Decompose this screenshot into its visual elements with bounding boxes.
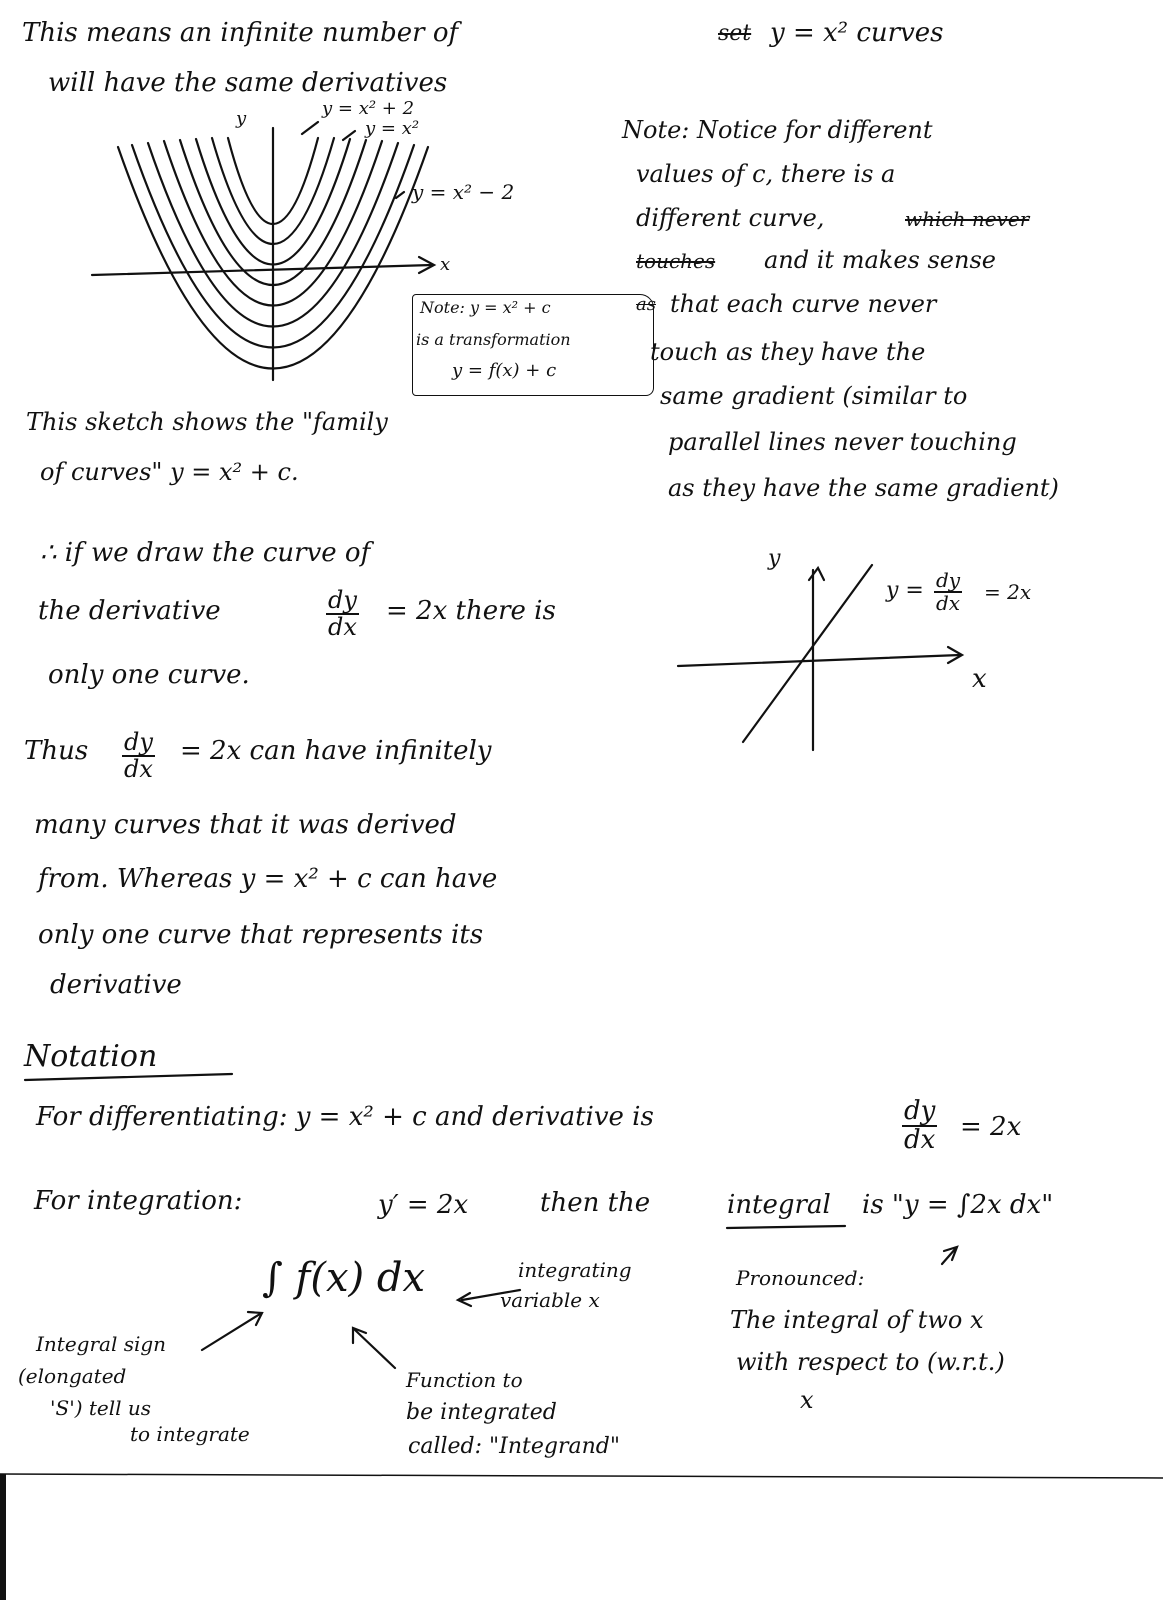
notation-underline: [25, 1074, 232, 1080]
pronounced-line-2: The integral of two x: [730, 1306, 984, 1334]
side-note-line-8: parallel lines never touching: [668, 428, 1017, 456]
opening-line-2: will have the same derivatives: [48, 68, 448, 98]
para2-line-2: many curves that it was derived: [34, 810, 457, 840]
opening-line-1: This means an infinite number of: [22, 18, 459, 48]
notation-diff-fraction: [902, 1098, 937, 1155]
integral-sign-line-1: Integral sign: [36, 1332, 167, 1356]
pronounced-line-3: with respect to (w.r.t.): [736, 1348, 1005, 1376]
opening-line-1-equation: y = x² curves: [770, 18, 944, 48]
side-note-line-3: different curve,: [636, 204, 825, 232]
side-note-line-7: same gradient (similar to: [660, 382, 968, 410]
gradient-line: [743, 565, 872, 742]
fraction-numerator: dy: [328, 586, 357, 614]
side-note-line-6: touch as they have the: [650, 338, 926, 366]
integral-sign-line-2: (elongated: [18, 1364, 127, 1388]
box-note-line-3: y = f(x) + c: [452, 360, 557, 381]
fraction-numerator: dy: [124, 728, 153, 756]
integrand-line-1: Function to: [406, 1368, 523, 1392]
integrand-line-3: called: "Integrand": [408, 1434, 620, 1459]
struck-word: set: [718, 21, 752, 46]
curve-label-mid: y = x²: [365, 118, 420, 139]
integrating-variable-line-2: variable x: [500, 1288, 600, 1312]
side-note-line-4: and it makes sense: [764, 246, 996, 274]
integral-sign-line-3: 'S') tell us: [50, 1396, 152, 1420]
fraction-numerator: dy: [904, 1096, 936, 1126]
para2-derivative-fraction: [122, 730, 155, 782]
side-note-struck-2: touches: [636, 249, 716, 273]
sketch1-x-label: x: [440, 254, 451, 275]
notation-heading: Notation: [24, 1039, 158, 1074]
para2-line-1b: = 2x can have infinitely: [180, 736, 492, 766]
para1-line-2b: = 2x there is: [386, 596, 556, 626]
arrow-integrand: [355, 1330, 395, 1368]
integrating-variable-line-1: integrating: [518, 1258, 632, 1282]
sketch-caption-line-2: of curves" y = x² + c.: [40, 458, 299, 486]
integral-expression: ∫ f(x) dx: [262, 1255, 426, 1301]
para1-line-1: ∴ if we draw the curve of: [40, 538, 371, 568]
integral-underline: [727, 1226, 845, 1228]
side-note-line-9: as they have the same gradient): [668, 474, 1059, 502]
sketch2-x-axis: [678, 655, 960, 666]
fraction-denominator: dx: [328, 613, 357, 642]
para2-line-4: only one curve that represents its: [38, 920, 484, 950]
para1-line-3: only one curve.: [48, 660, 250, 690]
sketch2-eq-right: = 2x: [984, 580, 1032, 604]
notation-int-derivative: y′ = 2x: [378, 1190, 469, 1220]
page-edge-mark: [0, 1474, 6, 1600]
para1-derivative-fraction: [326, 588, 359, 640]
arrow-integral-sign: [202, 1314, 260, 1350]
fraction-numerator: dy: [936, 568, 961, 592]
pronounced-line-4: x: [800, 1386, 814, 1414]
para2-line-5: derivative: [50, 970, 182, 1000]
fraction-denominator: dx: [904, 1125, 936, 1156]
para2-line-3: from. Whereas y = x² + c can have: [38, 864, 498, 894]
sketch-caption-line-1: This sketch shows the "family: [26, 408, 388, 436]
sketch1-y-label: y: [236, 108, 247, 129]
side-note-struck-3: as: [636, 294, 656, 315]
sketch2-y-label: y: [768, 546, 781, 571]
curve-label-low: y = x² − 2: [412, 180, 515, 204]
box-note-line-2: is a transformation: [416, 330, 571, 349]
curve-label-top: y = x² + 2: [322, 98, 415, 119]
para2-thus: Thus: [24, 736, 89, 766]
notation-diff-line-a: For differentiating: y = x² + c and derivative is: [36, 1102, 654, 1132]
pronounced-line-1: Pronounced:: [736, 1266, 865, 1290]
sketch2-fraction: [934, 570, 962, 614]
sketch2-eq-left: y =: [886, 578, 924, 603]
integral-sign-line-4: to integrate: [130, 1422, 250, 1446]
sketch1-x-axis: [92, 265, 432, 275]
fraction-denominator: dx: [124, 755, 153, 784]
sketch2-x-label: x: [972, 664, 987, 694]
notation-int-word: integral: [727, 1190, 831, 1220]
page-bottom-rule: [0, 1474, 1163, 1478]
para1-line-2a: the derivative: [38, 596, 221, 626]
notation-int-then: then the: [540, 1188, 651, 1218]
label-leader-top: [302, 122, 318, 134]
side-note-line-5: that each curve never: [670, 290, 937, 318]
sketch2-y-arrow: [809, 568, 824, 580]
notation-int-expression: is "y = ∫2x dx": [862, 1190, 1054, 1220]
notation-diff-line-b: = 2x: [960, 1112, 1022, 1142]
side-note-struck-1: which never: [905, 207, 1030, 231]
box-note-line-1: Note: y = x² + c: [420, 298, 551, 317]
fraction-denominator: dx: [936, 591, 961, 615]
side-note-line-1: Note: Notice for different: [622, 116, 933, 144]
integrand-line-2: be integrated: [406, 1400, 557, 1425]
side-note-line-2: values of c, there is a: [636, 160, 896, 188]
notation-int-label: For integration:: [34, 1186, 243, 1216]
